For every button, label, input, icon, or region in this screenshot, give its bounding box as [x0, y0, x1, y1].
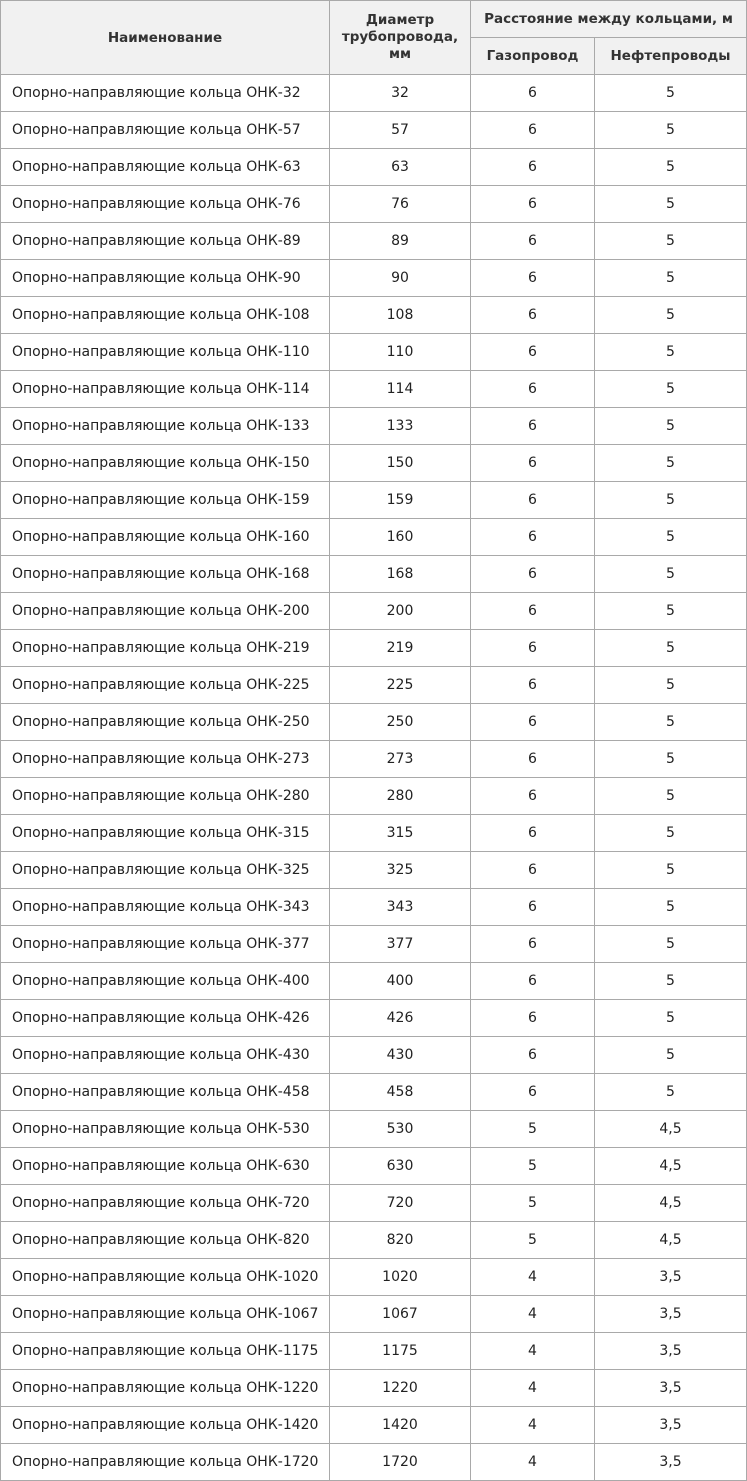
name-cell: Опорно-направляющие кольца ОНК-32 [1, 75, 330, 112]
diameter-cell: 377 [330, 926, 471, 963]
diameter-cell: 1067 [330, 1296, 471, 1333]
gas-distance-cell: 6 [471, 149, 595, 186]
table-row [1, 149, 747, 186]
oil-distance-cell: 4,5 [595, 1111, 747, 1148]
oil-distance-cell: 5 [595, 926, 747, 963]
gas-distance-cell: 6 [471, 963, 595, 1000]
diameter-cell: 1420 [330, 1407, 471, 1444]
diameter-cell: 458 [330, 1074, 471, 1111]
table-row [1, 445, 747, 482]
diameter-cell: 315 [330, 815, 471, 852]
table-row [1, 889, 747, 926]
table-row [1, 297, 747, 334]
name-cell: Опорно-направляющие кольца ОНК-159 [1, 482, 330, 519]
gas-distance-cell: 6 [471, 852, 595, 889]
table-row [1, 1074, 747, 1111]
oil-distance-cell: 5 [595, 889, 747, 926]
oil-distance-cell: 5 [595, 1000, 747, 1037]
diameter-cell: 133 [330, 408, 471, 445]
table-row [1, 75, 747, 112]
name-cell: Опорно-направляющие кольца ОНК-426 [1, 1000, 330, 1037]
gas-distance-cell: 6 [471, 445, 595, 482]
oil-distance-cell: 5 [595, 1037, 747, 1074]
table-row [1, 704, 747, 741]
table-row [1, 963, 747, 1000]
diameter-cell: 1020 [330, 1259, 471, 1296]
diameter-cell: 168 [330, 556, 471, 593]
oil-distance-cell: 5 [595, 445, 747, 482]
header-oil: Нефтепроводы [595, 38, 747, 75]
oil-distance-cell: 5 [595, 482, 747, 519]
oil-distance-cell: 5 [595, 408, 747, 445]
name-cell: Опорно-направляющие кольца ОНК-1175 [1, 1333, 330, 1370]
gas-distance-cell: 6 [471, 260, 595, 297]
name-cell: Опорно-направляющие кольца ОНК-273 [1, 741, 330, 778]
table-row [1, 741, 747, 778]
table-row [1, 482, 747, 519]
gas-distance-cell: 6 [471, 519, 595, 556]
diameter-cell: 219 [330, 630, 471, 667]
gas-distance-cell: 6 [471, 408, 595, 445]
gas-distance-cell: 4 [471, 1444, 595, 1481]
diameter-cell: 720 [330, 1185, 471, 1222]
name-cell: Опорно-направляющие кольца ОНК-160 [1, 519, 330, 556]
oil-distance-cell: 4,5 [595, 1222, 747, 1259]
table-row [1, 112, 747, 149]
name-cell: Опорно-направляющие кольца ОНК-1720 [1, 1444, 330, 1481]
name-cell: Опорно-направляющие кольца ОНК-315 [1, 815, 330, 852]
name-cell: Опорно-направляющие кольца ОНК-530 [1, 1111, 330, 1148]
diameter-cell: 530 [330, 1111, 471, 1148]
diameter-cell: 1720 [330, 1444, 471, 1481]
table-row [1, 556, 747, 593]
table-row [1, 1259, 747, 1296]
name-cell: Опорно-направляющие кольца ОНК-110 [1, 334, 330, 371]
name-cell: Опорно-направляющие кольца ОНК-57 [1, 112, 330, 149]
table-row [1, 1185, 747, 1222]
gas-distance-cell: 6 [471, 223, 595, 260]
diameter-cell: 280 [330, 778, 471, 815]
diameter-cell: 89 [330, 223, 471, 260]
gas-distance-cell: 6 [471, 926, 595, 963]
name-cell: Опорно-направляющие кольца ОНК-630 [1, 1148, 330, 1185]
gas-distance-cell: 6 [471, 815, 595, 852]
table-row [1, 519, 747, 556]
diameter-cell: 159 [330, 482, 471, 519]
diameter-cell: 430 [330, 1037, 471, 1074]
diameter-cell: 225 [330, 667, 471, 704]
gas-distance-cell: 6 [471, 1037, 595, 1074]
name-cell: Опорно-направляющие кольца ОНК-133 [1, 408, 330, 445]
table-row [1, 667, 747, 704]
oil-distance-cell: 5 [595, 815, 747, 852]
gas-distance-cell: 4 [471, 1296, 595, 1333]
diameter-cell: 250 [330, 704, 471, 741]
gas-distance-cell: 6 [471, 1074, 595, 1111]
gas-distance-cell: 6 [471, 889, 595, 926]
name-cell: Опорно-направляющие кольца ОНК-400 [1, 963, 330, 1000]
table-row [1, 1111, 747, 1148]
table-row [1, 1037, 747, 1074]
gas-distance-cell: 6 [471, 334, 595, 371]
oil-distance-cell: 5 [595, 704, 747, 741]
gas-distance-cell: 6 [471, 741, 595, 778]
diameter-cell: 110 [330, 334, 471, 371]
gas-distance-cell: 6 [471, 186, 595, 223]
table-row [1, 408, 747, 445]
gas-distance-cell: 6 [471, 1000, 595, 1037]
table-row [1, 223, 747, 260]
name-cell: Опорно-направляющие кольца ОНК-150 [1, 445, 330, 482]
oil-distance-cell: 3,5 [595, 1370, 747, 1407]
oil-distance-cell: 5 [595, 371, 747, 408]
name-cell: Опорно-направляющие кольца ОНК-250 [1, 704, 330, 741]
header-row-top [1, 1, 747, 38]
name-cell: Опорно-направляющие кольца ОНК-720 [1, 1185, 330, 1222]
diameter-cell: 76 [330, 186, 471, 223]
oil-distance-cell: 5 [595, 519, 747, 556]
gas-distance-cell: 6 [471, 778, 595, 815]
oil-distance-cell: 5 [595, 297, 747, 334]
gas-distance-cell: 5 [471, 1185, 595, 1222]
diameter-cell: 150 [330, 445, 471, 482]
gas-distance-cell: 5 [471, 1111, 595, 1148]
name-cell: Опорно-направляющие кольца ОНК-1020 [1, 1259, 330, 1296]
name-cell: Опорно-направляющие кольца ОНК-219 [1, 630, 330, 667]
header-name: Наименование [1, 1, 330, 75]
name-cell: Опорно-направляющие кольца ОНК-89 [1, 223, 330, 260]
name-cell: Опорно-направляющие кольца ОНК-1067 [1, 1296, 330, 1333]
table-body [1, 75, 747, 1481]
diameter-cell: 114 [330, 371, 471, 408]
gas-distance-cell: 4 [471, 1407, 595, 1444]
name-cell: Опорно-направляющие кольца ОНК-820 [1, 1222, 330, 1259]
oil-distance-cell: 5 [595, 1074, 747, 1111]
table-row [1, 1444, 747, 1481]
diameter-cell: 200 [330, 593, 471, 630]
diameter-cell: 630 [330, 1148, 471, 1185]
diameter-cell: 1220 [330, 1370, 471, 1407]
oil-distance-cell: 5 [595, 593, 747, 630]
oil-distance-cell: 5 [595, 963, 747, 1000]
gas-distance-cell: 6 [471, 297, 595, 334]
gas-distance-cell: 5 [471, 1222, 595, 1259]
table-row [1, 371, 747, 408]
oil-distance-cell: 4,5 [595, 1148, 747, 1185]
name-cell: Опорно-направляющие кольца ОНК-377 [1, 926, 330, 963]
table-row [1, 1222, 747, 1259]
gas-distance-cell: 6 [471, 482, 595, 519]
name-cell: Опорно-направляющие кольца ОНК-225 [1, 667, 330, 704]
diameter-cell: 108 [330, 297, 471, 334]
name-cell: Опорно-направляющие кольца ОНК-280 [1, 778, 330, 815]
oil-distance-cell: 4,5 [595, 1185, 747, 1222]
oil-distance-cell: 5 [595, 556, 747, 593]
diameter-cell: 343 [330, 889, 471, 926]
oil-distance-cell: 5 [595, 667, 747, 704]
header-diameter: Диаметр трубопровода, мм [330, 1, 471, 75]
oil-distance-cell: 3,5 [595, 1444, 747, 1481]
gas-distance-cell: 4 [471, 1333, 595, 1370]
diameter-cell: 1175 [330, 1333, 471, 1370]
name-cell: Опорно-направляющие кольца ОНК-63 [1, 149, 330, 186]
oil-distance-cell: 5 [595, 75, 747, 112]
name-cell: Опорно-направляющие кольца ОНК-76 [1, 186, 330, 223]
table-row [1, 1296, 747, 1333]
diameter-cell: 90 [330, 260, 471, 297]
diameter-cell: 273 [330, 741, 471, 778]
gas-distance-cell: 4 [471, 1370, 595, 1407]
name-cell: Опорно-направляющие кольца ОНК-1220 [1, 1370, 330, 1407]
diameter-cell: 57 [330, 112, 471, 149]
table-row [1, 1000, 747, 1037]
name-cell: Опорно-направляющие кольца ОНК-90 [1, 260, 330, 297]
diameter-cell: 820 [330, 1222, 471, 1259]
oil-distance-cell: 5 [595, 260, 747, 297]
oil-distance-cell: 5 [595, 778, 747, 815]
gas-distance-cell: 6 [471, 704, 595, 741]
table-row [1, 1407, 747, 1444]
gas-distance-cell: 4 [471, 1259, 595, 1296]
oil-distance-cell: 5 [595, 223, 747, 260]
name-cell: Опорно-направляющие кольца ОНК-200 [1, 593, 330, 630]
gas-distance-cell: 6 [471, 593, 595, 630]
header-gas: Газопровод [471, 38, 595, 75]
diameter-cell: 400 [330, 963, 471, 1000]
oil-distance-cell: 3,5 [595, 1296, 747, 1333]
header-distance-group: Расстояние между кольцами, м [471, 1, 747, 38]
diameter-cell: 426 [330, 1000, 471, 1037]
table-row [1, 1148, 747, 1185]
name-cell: Опорно-направляющие кольца ОНК-430 [1, 1037, 330, 1074]
oil-distance-cell: 5 [595, 149, 747, 186]
name-cell: Опорно-направляющие кольца ОНК-168 [1, 556, 330, 593]
oil-distance-cell: 5 [595, 112, 747, 149]
gas-distance-cell: 6 [471, 630, 595, 667]
table-header [1, 1, 747, 75]
name-cell: Опорно-направляющие кольца ОНК-325 [1, 852, 330, 889]
oil-distance-cell: 3,5 [595, 1259, 747, 1296]
table-row [1, 260, 747, 297]
diameter-cell: 32 [330, 75, 471, 112]
table-row [1, 815, 747, 852]
name-cell: Опорно-направляющие кольца ОНК-114 [1, 371, 330, 408]
table-row [1, 1333, 747, 1370]
oil-distance-cell: 5 [595, 630, 747, 667]
table-row [1, 334, 747, 371]
table-row [1, 1370, 747, 1407]
name-cell: Опорно-направляющие кольца ОНК-1420 [1, 1407, 330, 1444]
diameter-cell: 325 [330, 852, 471, 889]
diameter-cell: 160 [330, 519, 471, 556]
name-cell: Опорно-направляющие кольца ОНК-108 [1, 297, 330, 334]
oil-distance-cell: 5 [595, 741, 747, 778]
oil-distance-cell: 3,5 [595, 1407, 747, 1444]
table-row [1, 593, 747, 630]
table-row [1, 852, 747, 889]
table-row [1, 778, 747, 815]
name-cell: Опорно-направляющие кольца ОНК-458 [1, 1074, 330, 1111]
gas-distance-cell: 6 [471, 75, 595, 112]
name-cell: Опорно-направляющие кольца ОНК-343 [1, 889, 330, 926]
gas-distance-cell: 6 [471, 667, 595, 704]
gas-distance-cell: 6 [471, 112, 595, 149]
oil-distance-cell: 5 [595, 186, 747, 223]
oil-distance-cell: 3,5 [595, 1333, 747, 1370]
gas-distance-cell: 5 [471, 1148, 595, 1185]
diameter-cell: 63 [330, 149, 471, 186]
gas-distance-cell: 6 [471, 556, 595, 593]
oil-distance-cell: 5 [595, 334, 747, 371]
oil-distance-cell: 5 [595, 852, 747, 889]
table-row [1, 630, 747, 667]
gas-distance-cell: 6 [471, 371, 595, 408]
table-row [1, 926, 747, 963]
table-row [1, 186, 747, 223]
